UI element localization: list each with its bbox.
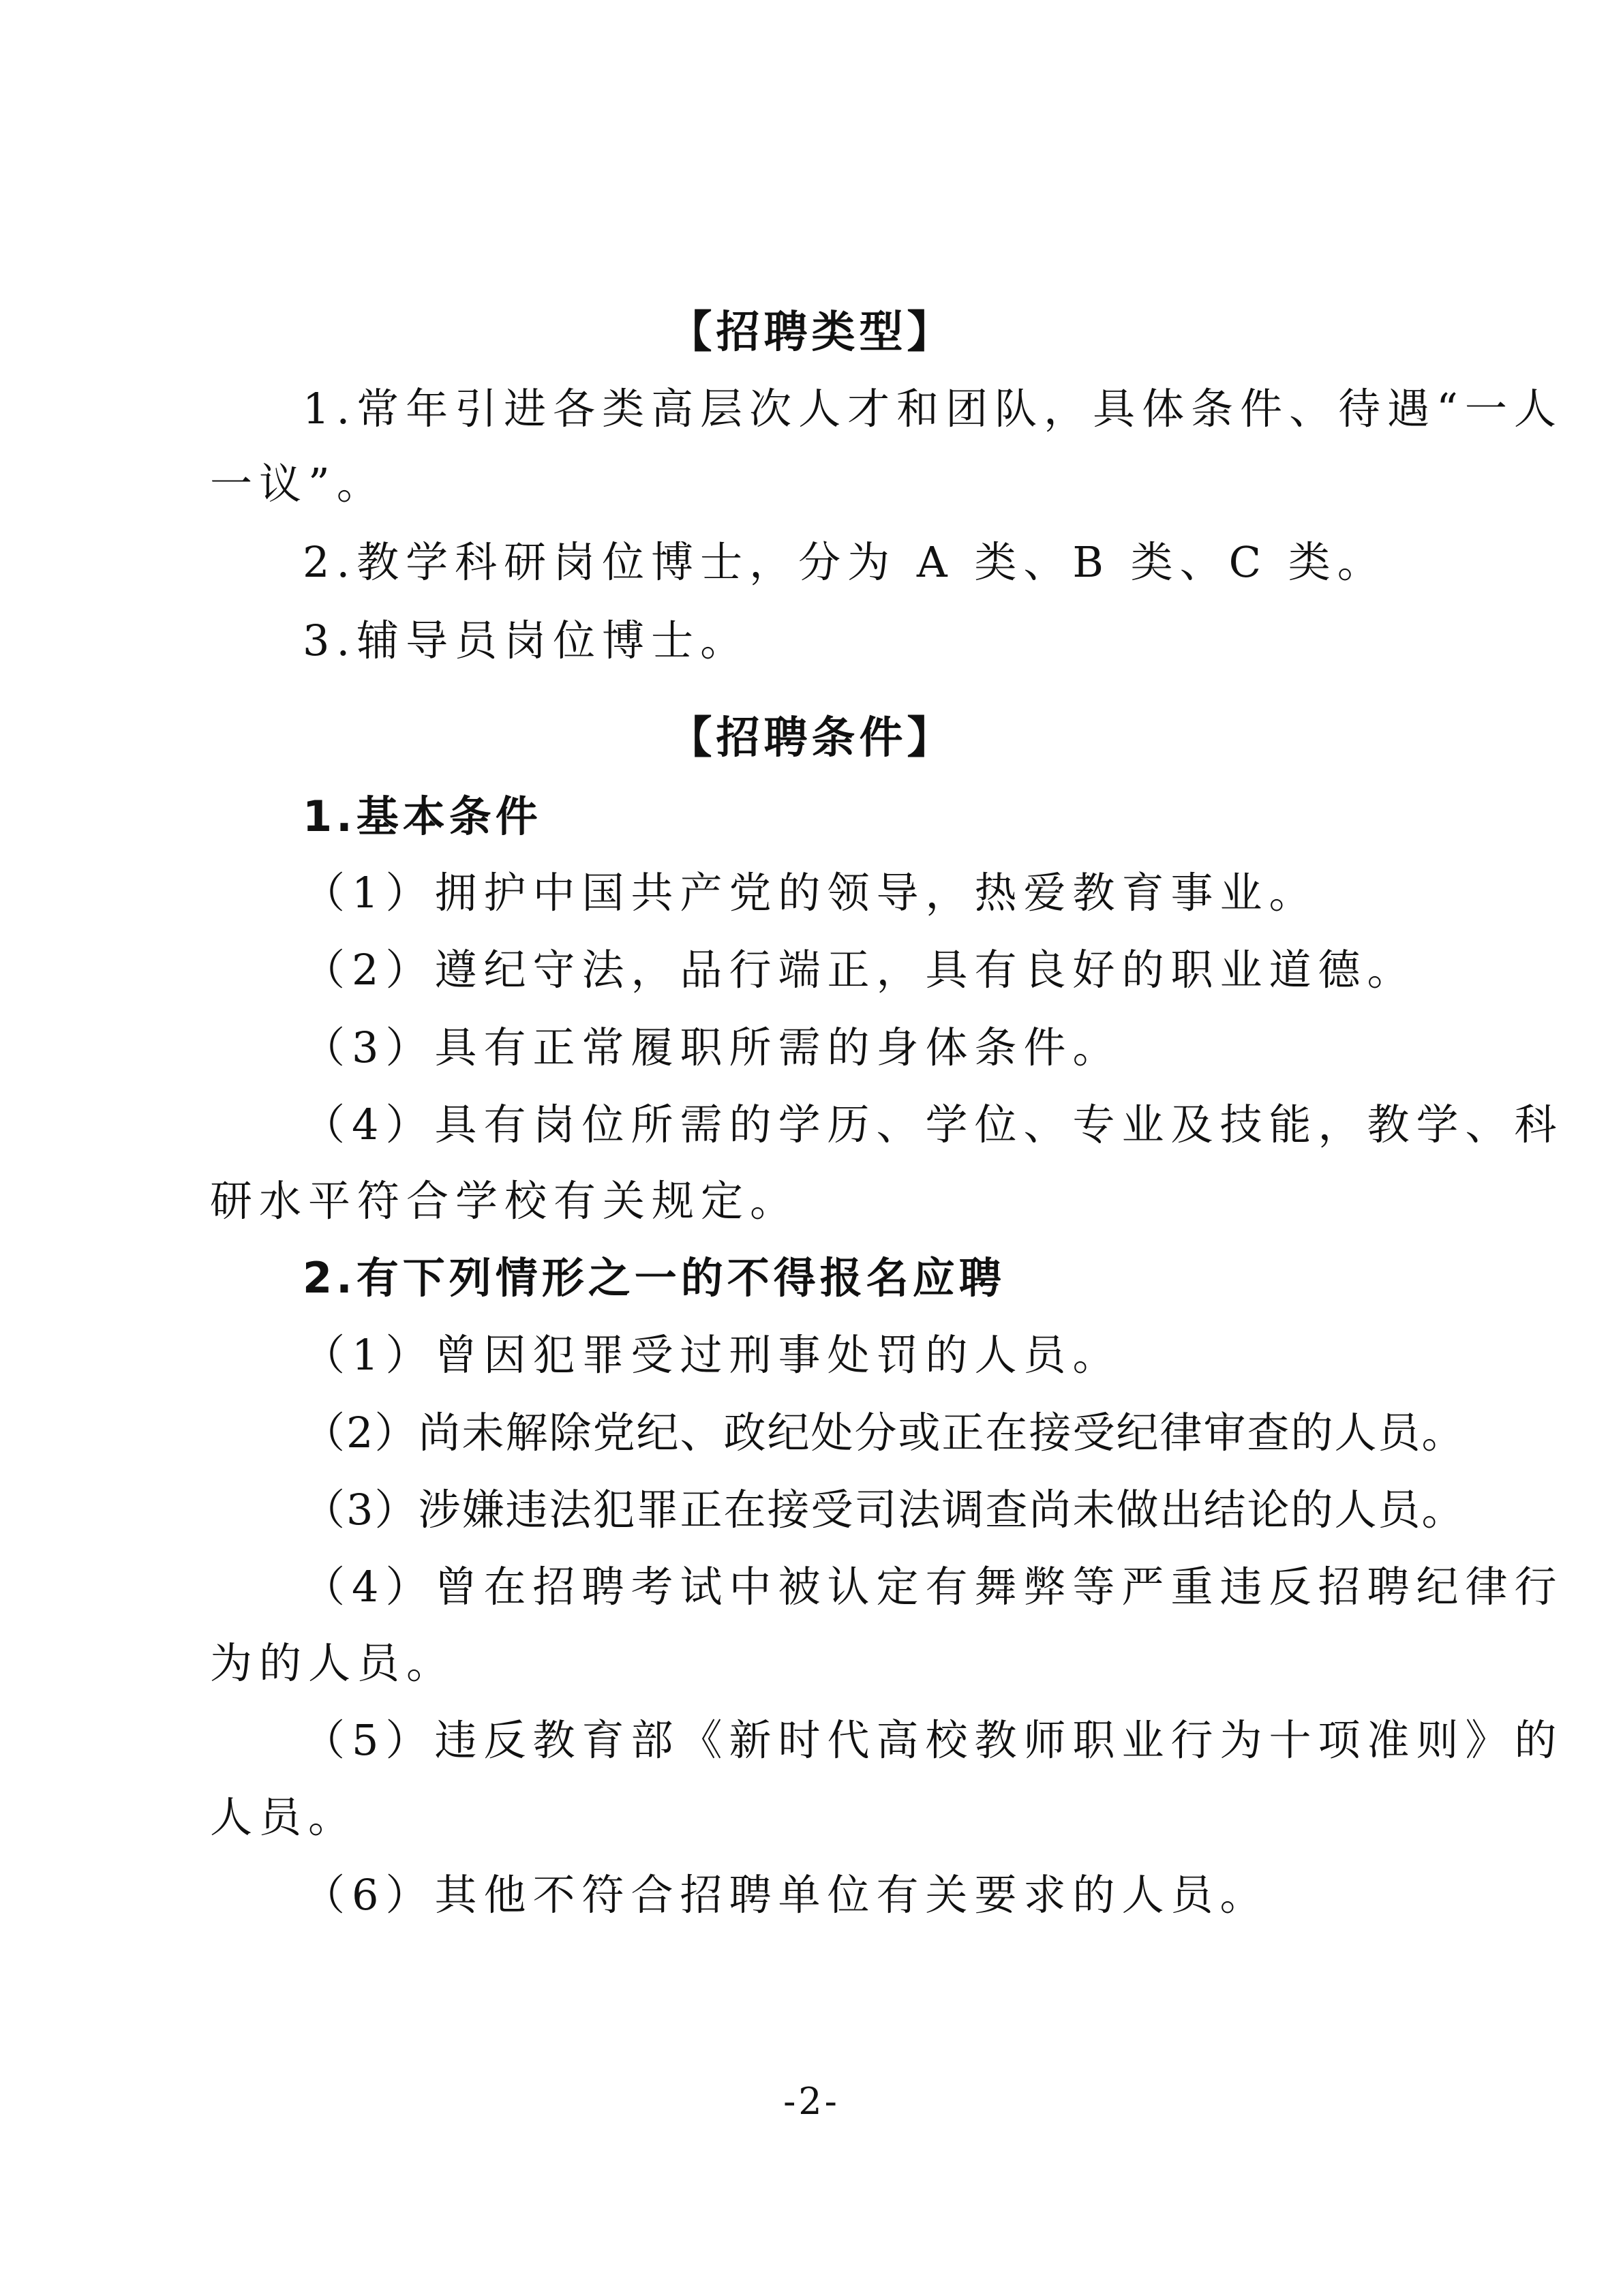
types-item-3: 3.辅导员岗位博士。 — [303, 616, 750, 665]
excluded-condition-1: （1）曾因犯罪受过刑事处罚的人员。 — [303, 1330, 1122, 1380]
types-item-1-line-2: 一议”。 — [210, 459, 386, 509]
excluded-condition-3: （3）涉嫌违法犯罪正在接受司法调查尚未做出结论的人员。 — [303, 1485, 1466, 1535]
basic-condition-1: （1）拥护中国共产党的领导，热爱教育事业。 — [303, 868, 1318, 918]
types-item-1-line-1: 1.常年引进各类高层次人才和团队，具体条件、待遇“一人 — [303, 384, 1563, 434]
excluded-condition-2: （2）尚未解除党纪、政纪处分或正在接受纪律审查的人员。 — [303, 1408, 1466, 1457]
excluded-condition-5-line-2: 人员。 — [210, 1792, 358, 1842]
basic-condition-4-line-1: （4）具有岗位所需的学历、学位、专业及技能，教学、科 — [303, 1100, 1564, 1149]
excluded-condition-5-line-1: （5）违反教育部《新时代高校教师职业行为十项准则》的 — [303, 1715, 1564, 1765]
types-item-2: 2.教学科研岗位博士，分为 A 类、B 类、C 类。 — [303, 537, 1386, 587]
basic-conditions-title: 1.基本条件 — [303, 791, 542, 841]
page-number: -2- — [783, 2080, 840, 2123]
basic-condition-3: （3）具有正常履职所需的身体条件。 — [303, 1023, 1122, 1072]
basic-condition-2: （2）遵纪守法，品行端正，具有良好的职业道德。 — [303, 945, 1416, 995]
basic-condition-4-line-2: 研水平符合学校有关规定。 — [210, 1176, 800, 1226]
section-heading-recruitment-types: 【招聘类型】 — [668, 307, 955, 358]
excluded-condition-4-line-2: 为的人员。 — [210, 1638, 456, 1688]
excluded-condition-6: （6）其他不符合招聘单位有关要求的人员。 — [303, 1870, 1269, 1920]
excluded-conditions-title: 2.有下列情形之一的不得报名应聘 — [303, 1253, 1005, 1303]
excluded-condition-4-line-1: （4）曾在招聘考试中被认定有舞弊等严重违反招聘纪律行 — [303, 1562, 1564, 1612]
section-heading-recruitment-conditions: 【招聘条件】 — [668, 713, 955, 764]
